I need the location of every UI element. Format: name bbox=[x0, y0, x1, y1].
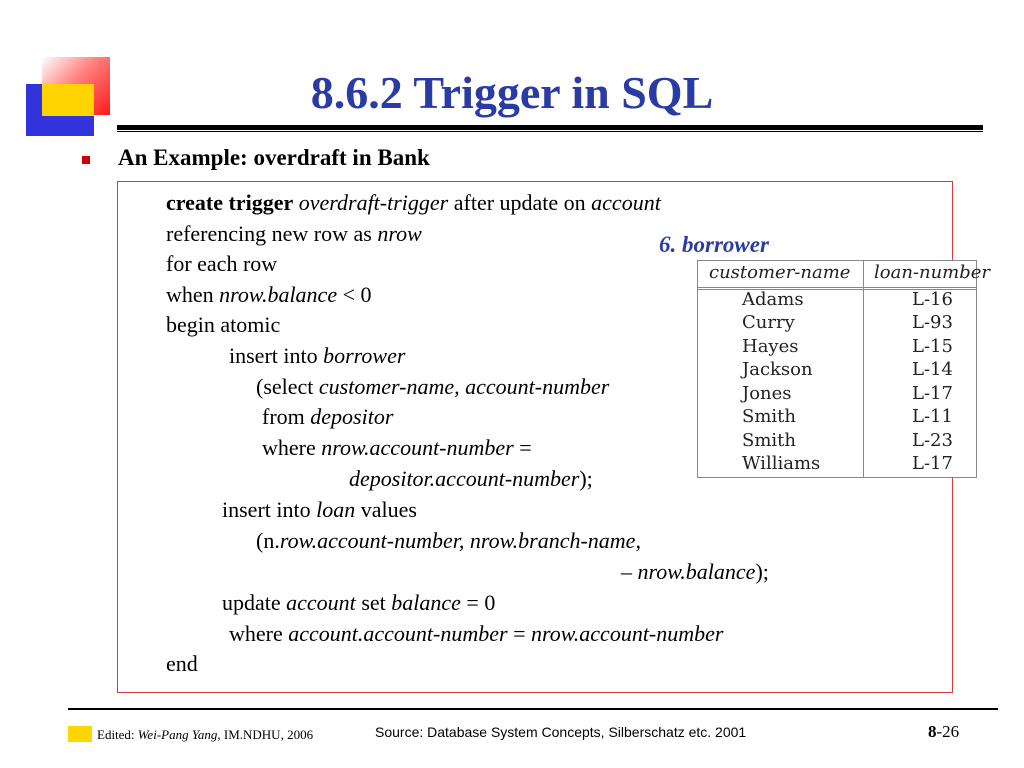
page-number: 8-26 bbox=[928, 722, 960, 741]
footer-rule bbox=[68, 708, 998, 710]
code-line-12: (n.row.account-number, nrow.branch-name, bbox=[256, 528, 641, 553]
table-column-divider bbox=[863, 261, 864, 477]
column-header-loan-number: loan-number bbox=[874, 262, 991, 283]
footer-edited: Edited: Wei-Pang Yang, IM.NDHU, 2006 bbox=[97, 727, 314, 742]
footer-yellow-square bbox=[68, 726, 92, 742]
title-rule bbox=[117, 125, 983, 130]
table-cell-name: Smith bbox=[742, 406, 796, 427]
table-cell-loan: L-15 bbox=[912, 336, 953, 357]
table-cell-loan: L-16 bbox=[912, 289, 953, 310]
table-cell-loan: L-14 bbox=[912, 359, 953, 380]
code-line-6: insert into borrower bbox=[229, 343, 406, 368]
bullet-square-icon bbox=[82, 156, 90, 164]
table-cell-name: Williams bbox=[742, 453, 821, 474]
code-line-15: where account.account-number = nrow.account-number bbox=[229, 621, 724, 646]
table-cell-name: Jones bbox=[742, 383, 792, 404]
code-line-3: for each row bbox=[166, 251, 278, 276]
code-line-11: insert into loan values bbox=[222, 497, 417, 522]
code-line-5: begin atomic bbox=[166, 312, 281, 337]
title-rule-thin bbox=[117, 131, 983, 132]
table-cell-name: Jackson bbox=[742, 359, 813, 380]
table-cell-name: Adams bbox=[742, 289, 804, 310]
table-cell-loan: L-17 bbox=[912, 383, 953, 404]
code-line-1: create trigger overdraft-trigger after update on account bbox=[166, 190, 661, 215]
column-header-customer-name: customer-name bbox=[709, 262, 851, 283]
code-line-9: where nrow.account-number = bbox=[262, 435, 532, 460]
borrower-table bbox=[697, 260, 991, 478]
code-line-14: update account set balance = 0 bbox=[222, 590, 496, 615]
slide-title: 8.6.2 Trigger in SQL bbox=[310, 67, 714, 118]
footer-source: Source: Database System Concepts, Silberschatz etc. 2001 bbox=[375, 724, 747, 740]
code-line-2: referencing new row as nrow bbox=[166, 221, 422, 246]
bullet-text: An Example: overdraft in Bank bbox=[118, 145, 430, 170]
table-cell-name: Curry bbox=[742, 312, 795, 333]
table-cell-loan: L-93 bbox=[912, 312, 953, 333]
code-line-13: – nrow.balance); bbox=[621, 559, 769, 584]
table-cell-loan: L-23 bbox=[912, 430, 953, 451]
table-cell-loan: L-11 bbox=[912, 406, 953, 427]
table-cell-name: Hayes bbox=[742, 336, 799, 357]
borrower-caption: 6. borrower bbox=[659, 232, 769, 257]
code-line-8: from depositor bbox=[262, 404, 394, 429]
table-cell-loan: L-17 bbox=[912, 453, 953, 474]
code-line-10: depositor.account-number); bbox=[349, 466, 593, 491]
code-line-4: when nrow.balance < 0 bbox=[166, 282, 372, 307]
table-cell-name: Smith bbox=[742, 430, 796, 451]
code-line-16: end bbox=[166, 651, 198, 676]
code-line-7: (select customer-name, account-number bbox=[256, 374, 610, 399]
